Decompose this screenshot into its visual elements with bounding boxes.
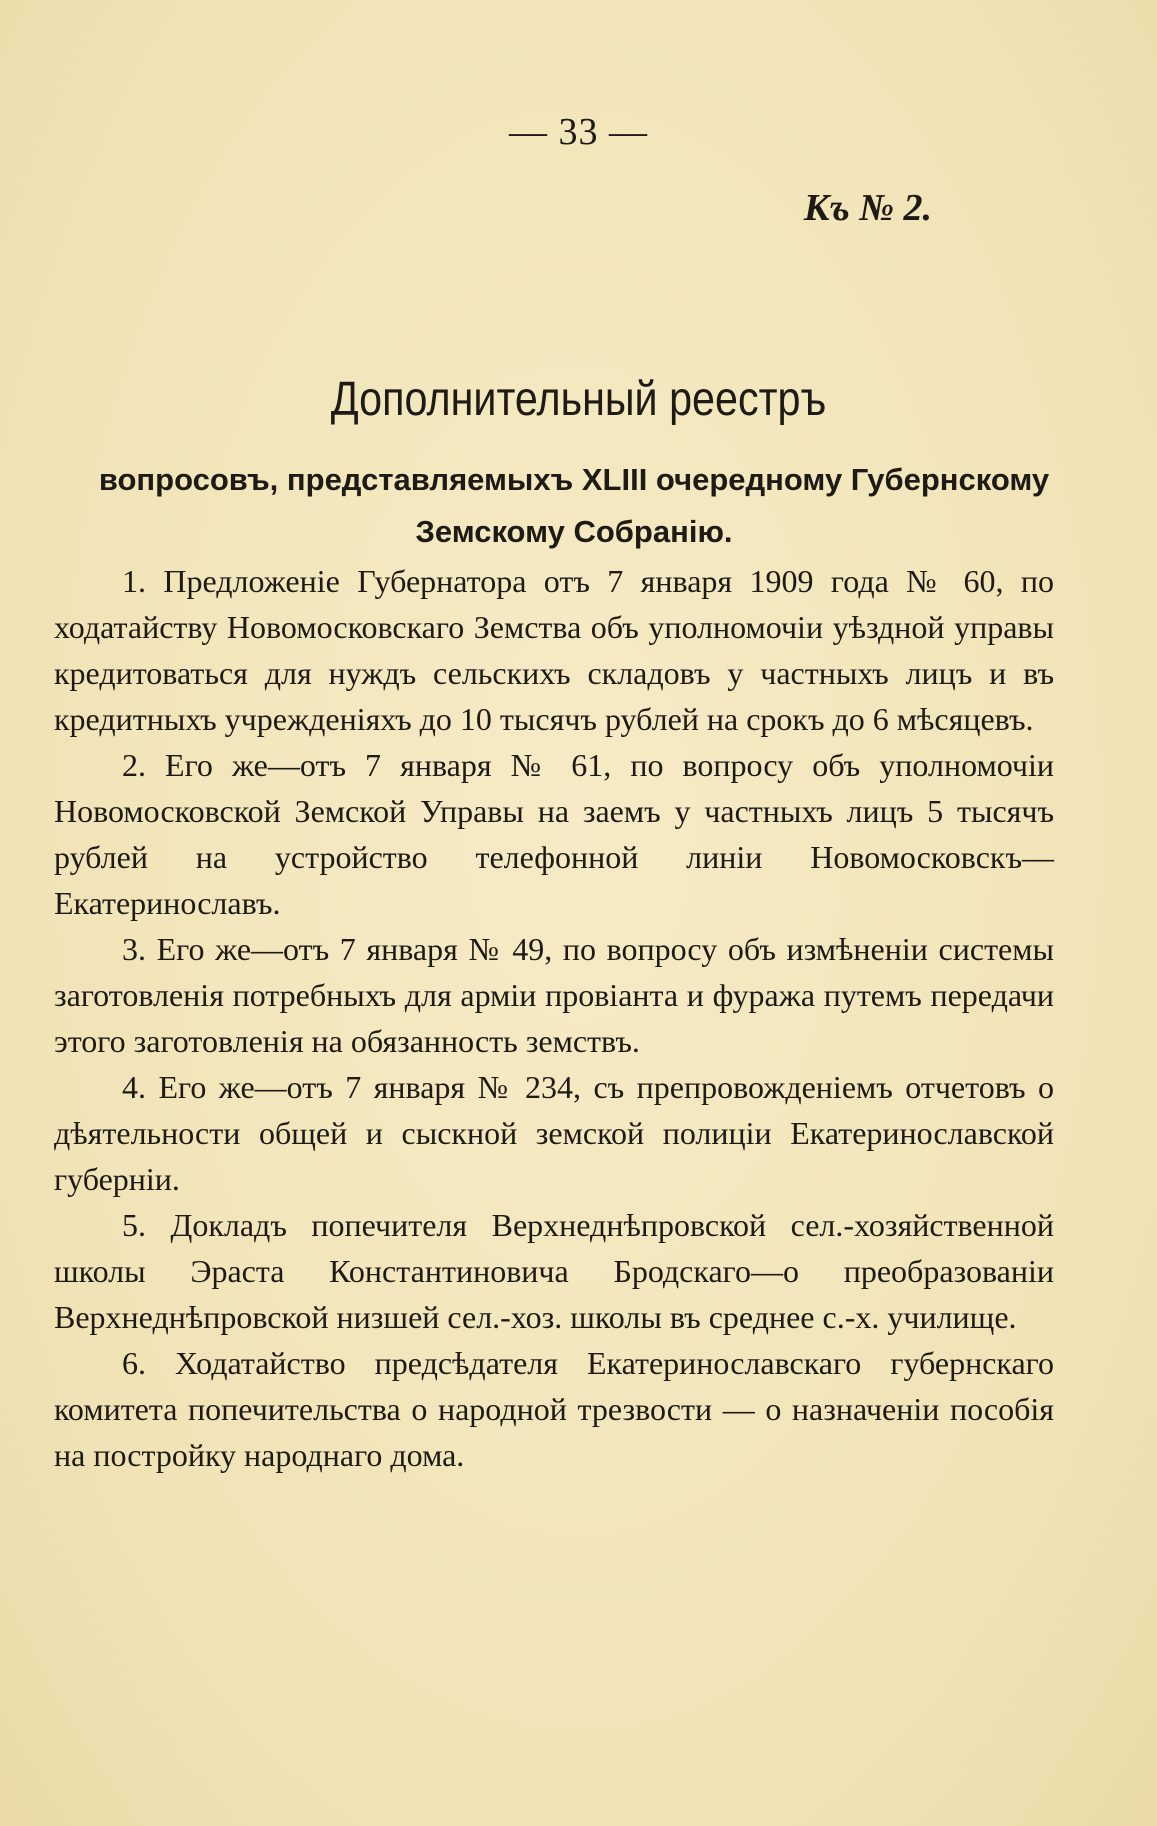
register-item-3: 3. Его же—отъ 7 января № 49, по вопросу объ измѣненіи системы заготовленія потребныхъ для арміи провіанта и фуража путемъ передачи этого заготовленія на обязанность земствъ. [54,931,1054,1059]
register-item-4: 4. Его же—отъ 7 января № 234, съ препровожденіемъ отчетовъ о дѣятельности общей и сыскной земской полиціи Екатеринославской губерніи. [54,1069,1054,1197]
register-item-1: 1. Предложеніе Губернатора отъ 7 января 1909 года № 60, по ходатайству Новомосковскаго Земства объ уполномочіи уѣздной управы кредитоваться для нуждъ сельскихъ складовъ у частныхъ лицъ и въ кредитныхъ учрежденіяхъ до 10 тысячъ рублей на срокъ до 6 мѣсяцевъ. [54,563,1054,737]
page-title: Дополнительный реестръ [330,373,827,426]
subtitle [54,454,1094,558]
page-number: — 33 — [509,111,648,153]
register-item-5: 5. Докладъ попечителя Верхнеднѣпровской сел.-хозяйственной школы Эраста Константиновича Бродскаго—о преобразованіи Верхнеднѣпровской низшей сел.-хоз. школы въ среднее с.-х. училище. [54,1207,1054,1335]
annex-reference: Къ № 2. [803,187,932,229]
subtitle-line-1: вопросовъ, представляемыхъ XLIII очередному Губернскому [98,462,1050,497]
register-items [54,558,1054,1478]
subtitle-line-2: Земскому Собранію. [415,514,733,549]
register-item-2: 2. Его же—отъ 7 января № 61, по вопросу объ уполномочіи Новомосковской Земской Управы на заемъ у частныхъ лицъ 5 тысячъ рублей на устройство телефонной линіи Новомосковскъ—Екатеринославъ. [54,747,1054,921]
register-item-6: 6. Ходатайство предсѣдателя Екатеринославскаго губернскаго комитета попечительства о народной трезвости — о назначеніи пособія на постройку народнаго дома. [54,1345,1054,1473]
